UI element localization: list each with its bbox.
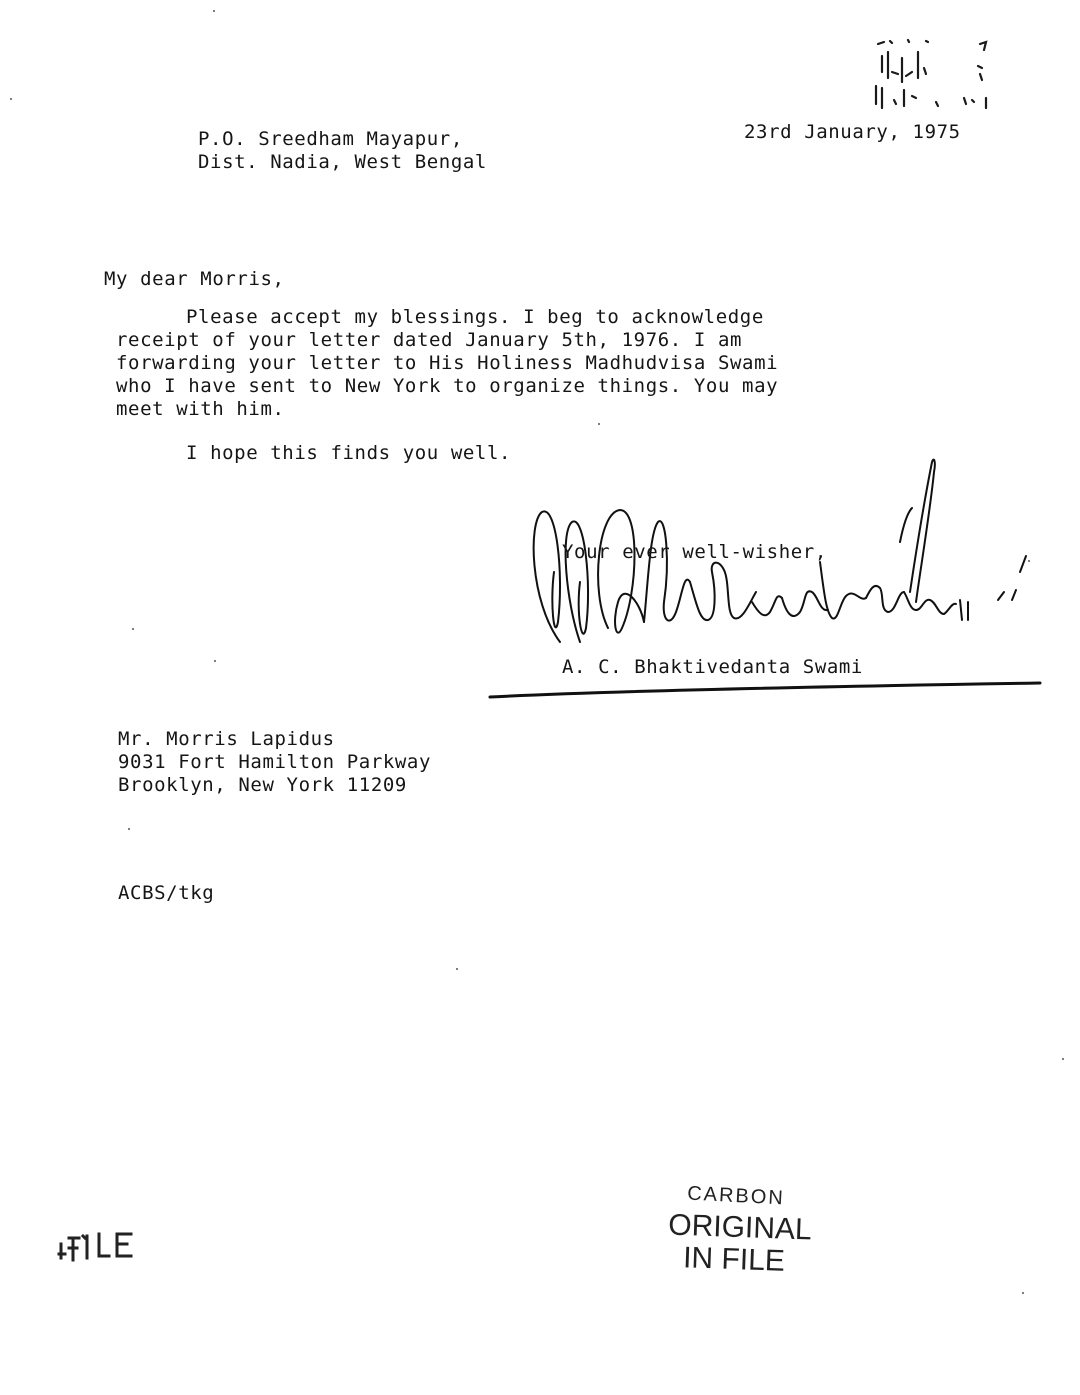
body-line: meet with him. <box>116 398 285 420</box>
reference-initials: ACBS/tkg <box>118 882 215 904</box>
body-paragraph-2: I hope this finds you well. <box>186 442 512 464</box>
signature-underline <box>488 675 1043 703</box>
sender-address-line: P.O. Sreedham Mayapur, <box>198 128 463 150</box>
sender-address <box>198 128 487 174</box>
body-line-text: Please accept my blessings. I beg to acknowledge <box>186 306 764 328</box>
file-stamp <box>55 1228 140 1266</box>
body-line: forwarding your letter to His Holiness Madhudvisa Swami <box>116 352 779 374</box>
paper-speck <box>128 828 130 830</box>
stamp-line: IN FILE <box>682 1241 786 1278</box>
body-line: receipt of your letter dated January 5th, 1976. I am <box>116 329 743 351</box>
recipient-line: Mr. Morris Lapidus <box>118 728 335 750</box>
carbon-original-stamp <box>660 1182 820 1295</box>
letter-date: 23rd January, 1975 <box>744 121 961 143</box>
paper-speck <box>214 660 216 662</box>
paper-speck <box>132 628 134 630</box>
recipient-line: Brooklyn, New York 11209 <box>118 774 407 796</box>
signer-name: A. C. Bhaktivedanta Swami <box>562 656 863 678</box>
stamp-line: CARBON <box>686 1182 786 1210</box>
recipient-address <box>118 728 431 797</box>
sender-address-line: Dist. Nadia, West Bengal <box>198 151 487 173</box>
corner-file-mark <box>868 38 996 116</box>
recipient-line: 9031 Fort Hamilton Parkway <box>118 751 432 773</box>
paper-speck <box>213 10 215 12</box>
paper-speck <box>10 98 12 100</box>
body-line <box>116 306 778 329</box>
paper-speck <box>456 968 458 970</box>
body-paragraph-1 <box>116 306 778 421</box>
body-line: who I have sent to New York to organize things. You may <box>116 375 779 397</box>
paper-speck <box>598 423 600 425</box>
stamp-line: ORIGINAL <box>667 1208 813 1247</box>
salutation: My dear Morris, <box>104 268 285 290</box>
paper-speck <box>1022 1292 1024 1294</box>
closing-line: Your ever well-wisher, <box>562 541 827 563</box>
paper-speck <box>1062 1058 1064 1060</box>
